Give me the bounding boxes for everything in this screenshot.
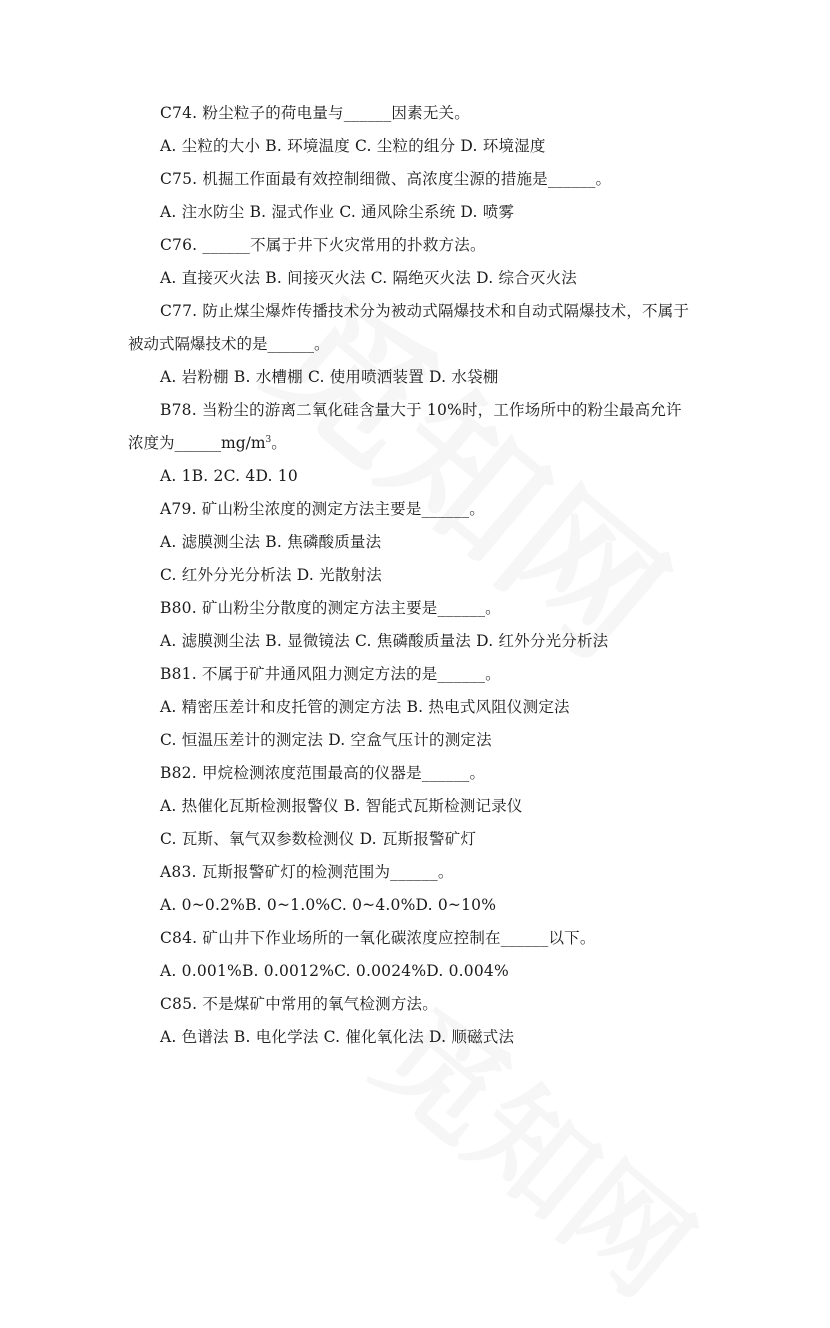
options-c75: A. 注水防尘 B. 湿式作业 C. 通风除尘系统 D. 喷雾 <box>160 203 515 221</box>
question-c77: C77. 防止煤尘爆炸传播技术分为被动式隔爆技术和自动式隔爆技术，不属于 <box>160 302 690 320</box>
question-b78-text: 浓度为______mg/m <box>128 434 266 452</box>
question-c74: C74. 粉尘粒子的荷电量与______因素无关。 <box>160 104 470 122</box>
options-c77: A. 岩粉棚 B. 水槽棚 C. 使用喷洒装置 D. 水袋棚 <box>160 368 499 386</box>
question-b78-cont <box>128 432 287 454</box>
question-a83: A83. 瓦斯报警矿灯的检测范围为______。 <box>160 863 454 881</box>
question-b78: B78. 当粉尘的游离二氧化硅含量大于 10%时，工作场所中的粉尘最高允许 <box>160 401 682 419</box>
question-c77-cont: 被动式隔爆技术的是______。 <box>128 335 330 353</box>
question-b78-end: 。 <box>271 434 287 452</box>
options-a79-1: A. 滤膜测尘法 B. 焦磷酸质量法 <box>160 533 382 551</box>
options-c74: A. 尘粒的大小 B. 环境温度 C. 尘粒的组分 D. 环境湿度 <box>160 137 546 155</box>
question-b80: B80. 矿山粉尘分散度的测定方法主要是______。 <box>160 599 501 617</box>
options-c84: A. 0.001%B. 0.0012%C. 0.0024%D. 0.004% <box>160 962 509 980</box>
question-c84: C84. 矿山井下作业场所的一氧化碳浓度应控制在______以下。 <box>160 929 596 947</box>
question-c75: C75. 机掘工作面最有效控制细微、高浓度尘源的措施是______。 <box>160 170 612 188</box>
options-b82-1: A. 热催化瓦斯检测报警仪 B. 智能式瓦斯检测记录仪 <box>160 797 523 815</box>
options-a83: A. 0~0.2%B. 0~1.0%C. 0~4.0%D. 0~10% <box>160 896 497 914</box>
question-c85: C85. 不是煤矿中常用的氧气检测方法。 <box>160 995 438 1013</box>
options-b81-2: C. 恒温压差计的测定法 D. 空盒气压计的测定法 <box>160 731 492 749</box>
question-b82: B82. 甲烷检测浓度范围最高的仪器是______。 <box>160 764 486 782</box>
options-b80: A. 滤膜测尘法 B. 显微镜法 C. 焦磷酸质量法 D. 红外分光分析法 <box>160 632 609 650</box>
question-c76: C76. ______不属于井下火灾常用的扑救方法。 <box>160 236 486 254</box>
watermark <box>347 964 733 1327</box>
question-b81: B81. 不属于矿井通风阻力测定方法的是______。 <box>160 665 501 683</box>
superscript: 3 <box>265 434 272 445</box>
options-c76: A. 直接灭火法 B. 间接灭火法 C. 隔绝灭火法 D. 综合灭火法 <box>160 269 577 287</box>
options-c85: A. 色谱法 B. 电化学法 C. 催化氧化法 D. 顺磁式法 <box>160 1028 515 1046</box>
options-b78: A. 1B. 2C. 4D. 10 <box>160 467 298 485</box>
question-a79: A79. 矿山粉尘浓度的测定方法主要是______。 <box>160 500 485 518</box>
options-b82-2: C. 瓦斯、氧气双参数检测仪 D. 瓦斯报警矿灯 <box>160 830 477 848</box>
options-b81-1: A. 精密压差计和皮托管的测定方法 B. 热电式风阻仪测定法 <box>160 698 570 716</box>
options-a79-2: C. 红外分光分析法 D. 光散射法 <box>160 566 382 584</box>
